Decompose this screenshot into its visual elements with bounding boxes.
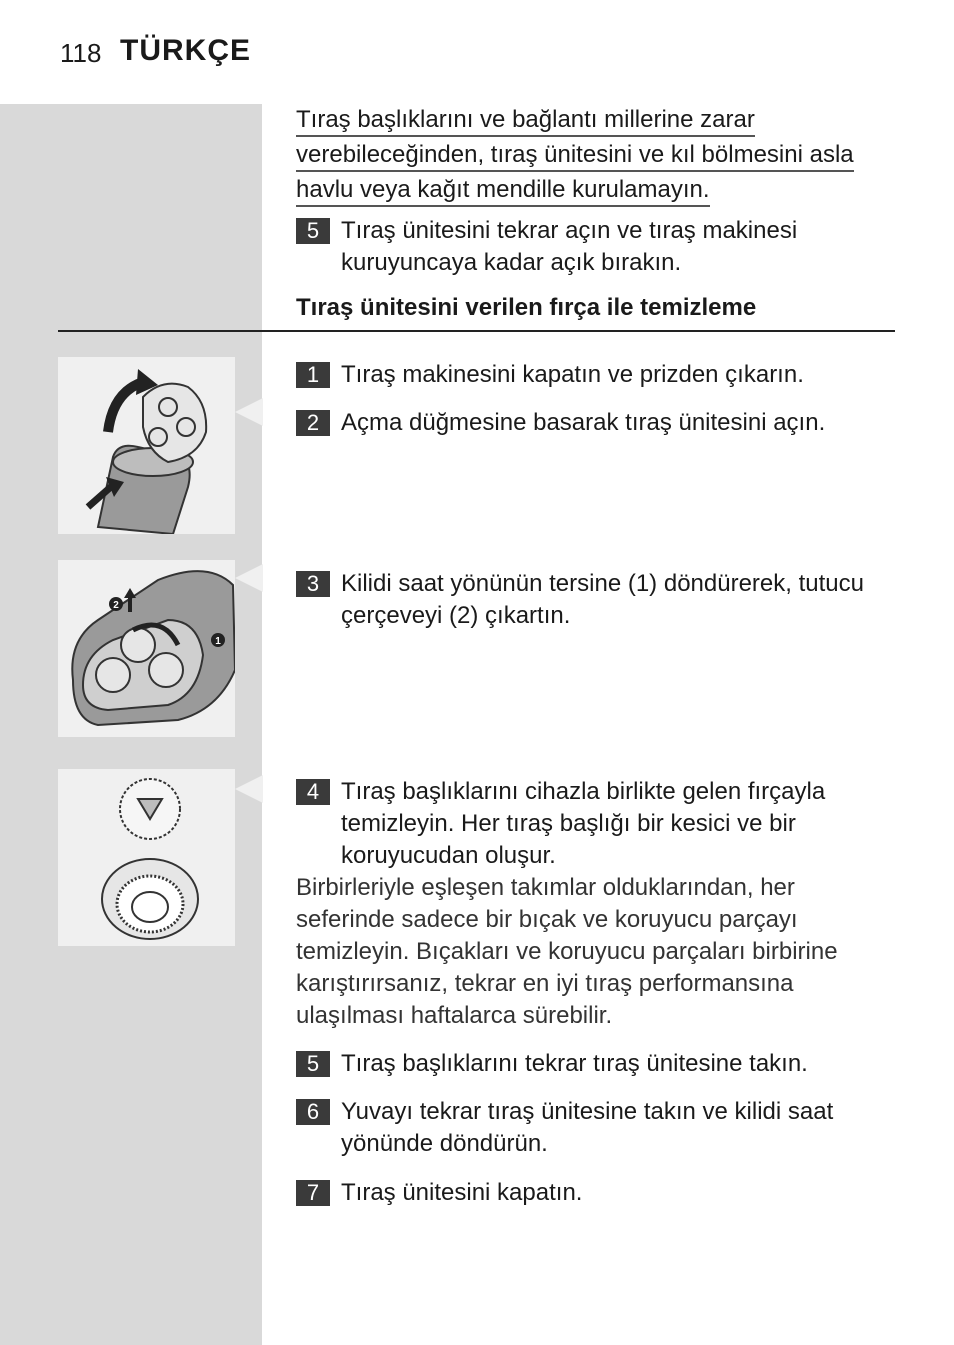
- step-text: Tıraş başlıklarını tekrar tıraş ünitesine takın.: [341, 1050, 808, 1077]
- step-number-badge: 3: [296, 571, 330, 597]
- section-subheading: Tıraş ünitesini verilen fırça ile temizleme: [296, 294, 757, 321]
- step-text: Tıraş ünitesini tekrar açın ve tıraş makinesi kuruyuncaya kadar açık bırakın.: [341, 217, 798, 276]
- step-text: Tıraş ünitesini kapatın.: [341, 1179, 583, 1206]
- step-text: Kilidi saat yönünün tersine (1) döndürerek, tutucu çerçeveyi (2) çıkartın.: [341, 570, 864, 629]
- warning-line: verebileceğinden, tıraş ünitesini ve kıl bölmesini asla: [296, 140, 854, 172]
- warning-text: [296, 104, 896, 209]
- step-2: [296, 407, 896, 439]
- illustration-pointer: [235, 775, 263, 803]
- step-number-badge: 6: [296, 1099, 330, 1125]
- step-pre-5: [296, 215, 896, 279]
- section-divider: [58, 330, 895, 332]
- step-text: Tıraş başlıklarını cihazla birlikte gelen fırçayla temizleyin. Her tıraş başlığı bir kesici ve bir koruyucudan oluşur.: [341, 778, 826, 869]
- step-6: [296, 1096, 896, 1160]
- figure-label-2: 2: [113, 600, 119, 611]
- step-number-badge: 1: [296, 362, 330, 388]
- step-3: [296, 568, 896, 632]
- warning-line: Tıraş başlıklarını ve bağlantı millerine zarar: [296, 105, 755, 137]
- illustration-cutter-and-guard: [58, 769, 235, 946]
- page-number: 118: [60, 38, 102, 68]
- step-number-badge: 2: [296, 410, 330, 436]
- step-text: Tıraş makinesini kapatın ve prizden çıkarın.: [341, 361, 804, 388]
- section-title: TÜRKÇE: [120, 34, 251, 67]
- step-5: [296, 1048, 896, 1080]
- step-number-badge: 4: [296, 779, 330, 805]
- step-4: [296, 776, 896, 872]
- step-number-badge: 5: [296, 1051, 330, 1077]
- warning-line: havlu veya kağıt mendille kurulamayın.: [296, 175, 710, 207]
- step-7: [296, 1177, 896, 1209]
- step-4-note: Birbirleriyle eşleşen takımlar olduklarından, her seferinde sadece bir bıçak ve koruyucu parçayı temizleyin. Bıçakları ve koruyucu parçaları birbirine karıştırırsanız, tekrar en iyi tıraş performansına ulaşılması haftalarca sürebilir.: [296, 874, 838, 1029]
- step-number-badge: 5: [296, 218, 330, 244]
- illustration-pointer: [235, 398, 263, 426]
- figure-label-1: 1: [215, 636, 221, 647]
- step-text: Yuvayı tekrar tıraş ünitesine takın ve kilidi saat yönünde döndürün.: [341, 1098, 834, 1157]
- illustration-pointer: [235, 564, 263, 592]
- illustration-remove-retaining-frame: [58, 560, 235, 737]
- step-1: [296, 359, 896, 391]
- illustration-open-shaving-unit: [58, 357, 235, 534]
- step-number-badge: 7: [296, 1180, 330, 1206]
- step-text: Açma düğmesine basarak tıraş ünitesini açın.: [341, 409, 826, 436]
